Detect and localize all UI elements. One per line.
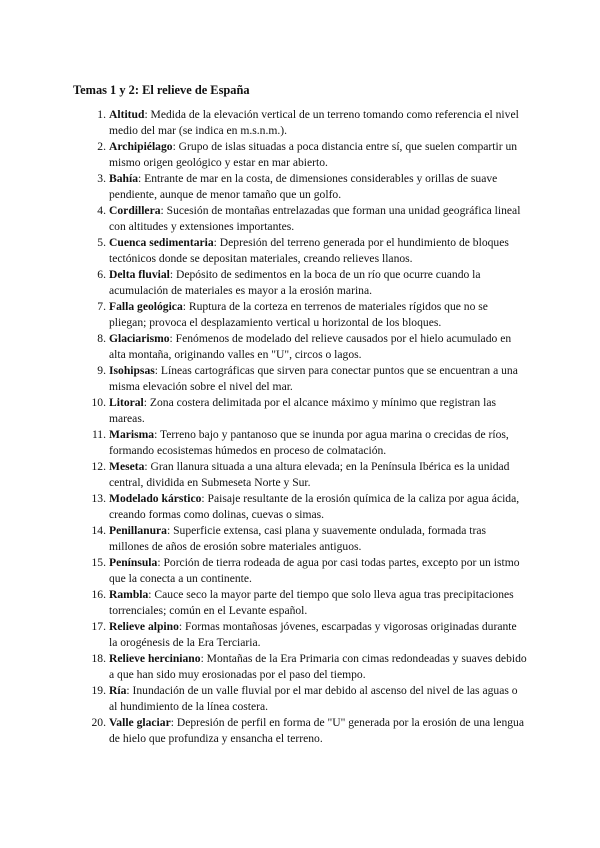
term-item: [82, 299, 527, 331]
term-definition: : Fenómenos de modelado del relieve causados por el hielo acumulado en alta montaña, originando valles en "U", circos o lagos.: [109, 332, 512, 361]
term-number: 8.: [97, 332, 106, 345]
term-definition: : Depósito de sedimentos en la boca de un río que ocurre cuando la acumulación de materiales es mayor a la erosión marina.: [109, 268, 481, 297]
term-name: Modelado kárstico: [109, 492, 202, 505]
term-number: 17.: [91, 620, 106, 633]
term-item: [82, 395, 527, 427]
term-number: 3.: [97, 172, 106, 185]
term-item: [82, 363, 527, 395]
term-definition: : Porción de tierra rodeada de agua por casi todas partes, excepto por un istmo que la conecta a un continente.: [109, 556, 520, 585]
term-definition: : Sucesión de montañas entrelazadas que forman una unidad geográfica lineal con altitudes y extensiones importantes.: [109, 204, 521, 233]
term-item: [82, 427, 527, 459]
term-item: [82, 107, 527, 139]
term-number: 12.: [91, 460, 106, 473]
term-definition: : Líneas cartográficas que sirven para conectar puntos que se encuentran a una misma elevación sobre el nivel del mar.: [109, 364, 518, 393]
term-item: [82, 683, 527, 715]
term-number: 19.: [91, 684, 106, 697]
term-name: Isohipsas: [109, 364, 155, 377]
term-definition: : Depresión de perfil en forma de "U" generada por la erosión de una lengua de hielo que profundiza y ensancha el terreno.: [109, 716, 524, 745]
term-item: [82, 651, 527, 683]
term-item: [82, 523, 527, 555]
term-name: Altitud: [109, 108, 145, 121]
term-list: [82, 107, 527, 747]
term-definition: : Grupo de islas situadas a poca distancia entre sí, que suelen compartir un mismo origen geológico y estar en mar abierto.: [109, 140, 518, 169]
term-definition: : Inundación de un valle fluvial por el mar debido al ascenso del nivel de las aguas o al hundimiento de la línea costera.: [109, 684, 518, 713]
term-definition: : Cauce seco la mayor parte del tiempo que solo lleva agua tras precipitaciones torrenciales; común en el Levante español.: [109, 588, 514, 617]
term-name: Relieve alpino: [109, 620, 179, 633]
term-name: Litoral: [109, 396, 144, 409]
term-name: Ría: [109, 684, 127, 697]
term-name: Península: [109, 556, 158, 569]
term-definition: : Formas montañosas jóvenes, escarpadas y vigorosas originadas durante la orogénesis de la Era Terciaria.: [109, 620, 517, 649]
term-name: Cordillera: [109, 204, 161, 217]
term-item: [82, 587, 527, 619]
term-definition: : Zona costera delimitada por el alcance máximo y mínimo que registran las mareas.: [109, 396, 496, 425]
page-title: Temas 1 y 2: El relieve de España: [73, 83, 250, 97]
term-item: [82, 235, 527, 267]
term-number: 18.: [91, 652, 106, 665]
term-item: [82, 267, 527, 299]
term-name: Archipiélago: [109, 140, 173, 153]
term-number: 9.: [97, 364, 106, 377]
term-number: 15.: [91, 556, 106, 569]
term-item: [82, 459, 527, 491]
term-name: Glaciarismo: [109, 332, 170, 345]
term-number: 13.: [91, 492, 106, 505]
term-item: [82, 715, 527, 747]
term-number: 11.: [91, 428, 106, 441]
term-definition: : Paisaje resultante de la erosión química de la caliza por agua ácida, creando formas como dolinas, cuevas o simas.: [109, 492, 520, 521]
term-number: 1.: [97, 108, 106, 121]
term-name: Penillanura: [109, 524, 167, 537]
term-definition: : Medida de la elevación vertical de un terreno tomando como referencia el nivel medio del mar (se indica en m.s.n.m.).: [109, 108, 519, 137]
term-name: Valle glaciar: [109, 716, 171, 729]
term-definition: : Ruptura de la corteza en terrenos de materiales rígidos que no se pliegan; provoca el desplazamiento vertical u horizontal de los bloques.: [109, 300, 488, 329]
term-number: 20.: [91, 716, 106, 729]
term-name: Falla geológica: [109, 300, 183, 313]
term-definition: : Terreno bajo y pantanoso que se inunda por agua marina o crecidas de ríos, formando ecosistemas húmedos en proceso de colmatación.: [109, 428, 509, 457]
term-name: Relieve herciniano: [109, 652, 201, 665]
term-item: [82, 331, 527, 363]
term-definition: : Superficie extensa, casi plana y suavemente ondulada, formada tras millones de años de erosión sobre materiales antiguos.: [109, 524, 487, 553]
term-name: Rambla: [109, 588, 149, 601]
term-name: Cuenca sedimentaria: [109, 236, 214, 249]
term-number: 14.: [91, 524, 106, 537]
term-name: Meseta: [109, 460, 145, 473]
term-definition: : Montañas de la Era Primaria con cimas redondeadas y suaves debido a que han sido muy erosionadas por el paso del tiempo.: [109, 652, 527, 681]
term-item: [82, 491, 527, 523]
term-number: 6.: [97, 268, 106, 281]
term-number: 16.: [91, 588, 106, 601]
term-item: [82, 203, 527, 235]
term-item: [82, 171, 527, 203]
term-number: 10.: [91, 396, 106, 409]
term-item: [82, 619, 527, 651]
term-name: Delta fluvial: [109, 268, 170, 281]
term-definition: : Gran llanura situada a una altura elevada; en la Península Ibérica es la unidad central, dividida en Submeseta Norte y Sur.: [109, 460, 510, 489]
term-name: Bahía: [109, 172, 138, 185]
term-number: 7.: [97, 300, 106, 313]
term-name: Marisma: [109, 428, 155, 441]
term-item: [82, 555, 527, 587]
term-number: 4.: [97, 204, 106, 217]
term-number: 5.: [97, 236, 106, 249]
term-definition: : Entrante de mar en la costa, de dimensiones considerables y orillas de suave pendiente, aunque de menor tamaño que un golfo.: [109, 172, 498, 201]
term-number: 2.: [97, 140, 106, 153]
term-item: [82, 139, 527, 171]
term-definition: : Depresión del terreno generada por el hundimiento de bloques tectónicos donde se depositan materiales, creando relieves llanos.: [109, 236, 509, 265]
